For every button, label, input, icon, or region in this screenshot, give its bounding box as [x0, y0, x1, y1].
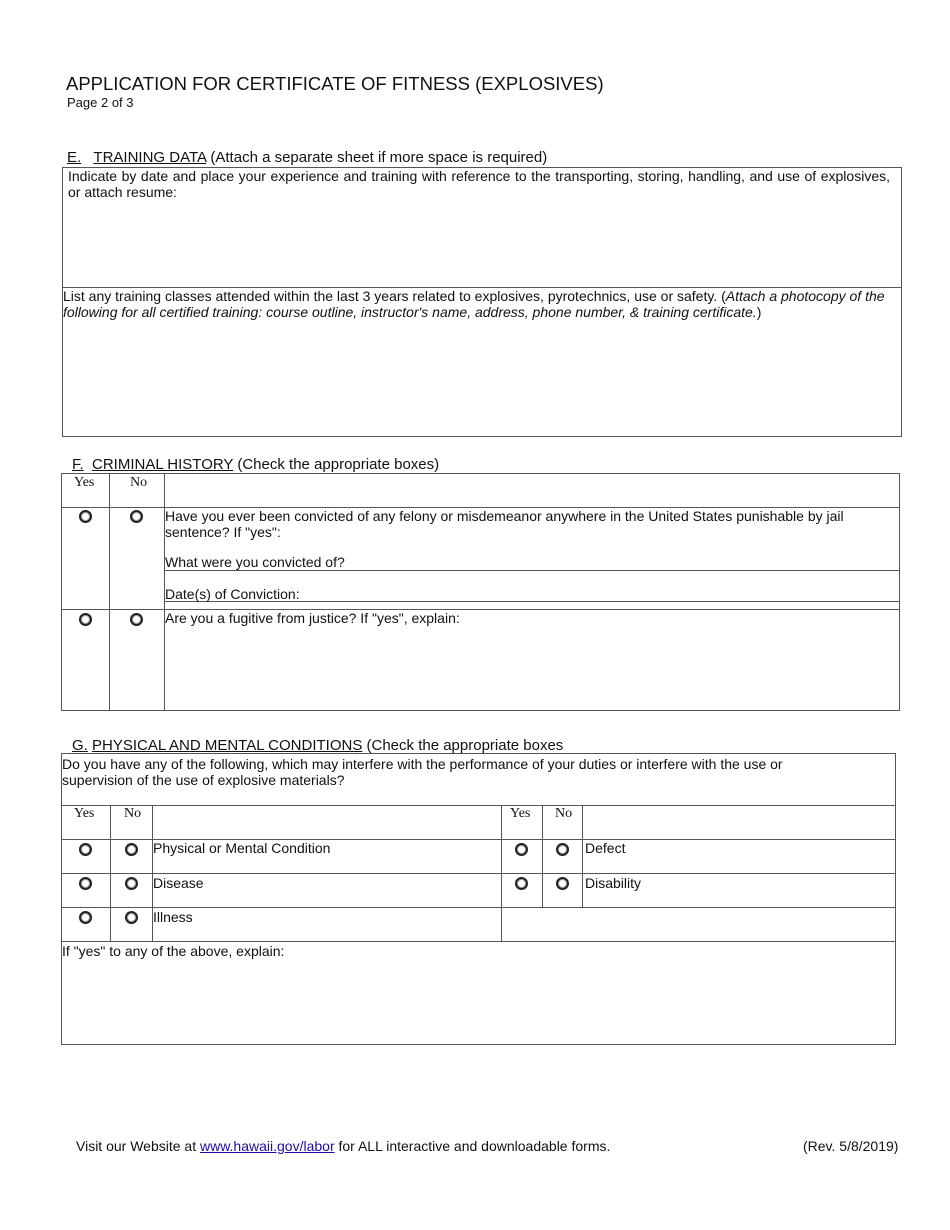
section-e-letter: E. [67, 149, 82, 166]
page-number: Page 2 of 3 [67, 95, 134, 110]
revision-date: (Rev. 5/8/2019) [803, 1138, 899, 1154]
disability-yes-radio[interactable] [515, 877, 528, 890]
illness-yes-radio[interactable] [79, 911, 92, 924]
section-f-note: (Check the appropriate boxes) [237, 456, 440, 473]
condition-label: Physical or Mental Condition [153, 840, 331, 856]
disease-label: Disease [153, 875, 204, 891]
disease-yes-radio[interactable] [79, 877, 92, 890]
illness-label: Illness [153, 909, 193, 925]
section-f-heading [72, 456, 439, 473]
g-right-yes-header: Yes [510, 806, 531, 821]
defect-label: Defect [585, 840, 626, 856]
conviction-dates-label: Date(s) of Conviction: [165, 586, 300, 602]
defect-no-radio[interactable] [556, 843, 569, 856]
conditions-explain-label: If "yes" to any of the above, explain: [62, 943, 285, 959]
g-left-no-header: No [124, 806, 142, 821]
section-f-title: CRIMINAL HISTORY [92, 456, 234, 473]
g-left-yes-header: Yes [74, 806, 95, 821]
conditions-intro: Do you have any of the following, which may interfere with the performance of your duties or interfere with the use or supervision of the use of explosive materials? [62, 756, 783, 788]
section-f-letter: F. [72, 456, 84, 473]
section-g-letter: G. [72, 737, 88, 754]
condition-yes-radio[interactable] [79, 843, 92, 856]
website-link[interactable]: www.hawaii.gov/labor [199, 1138, 335, 1154]
convicted-yes-radio[interactable] [79, 510, 92, 523]
disability-no-radio[interactable] [556, 877, 569, 890]
experience-prompt: Indicate by date and place your experience and training with reference to the transporting, storing, handling, and use of explosives, or attach resume: [68, 168, 890, 200]
disability-label: Disability [585, 875, 642, 891]
fugitive-no-radio[interactable] [130, 613, 143, 626]
fugitive-question: Are you a fugitive from justice? If "yes", explain: [165, 610, 460, 626]
classes-italic-note: Attach a photocopy of the following for all certified training: course outline, instructor's name, address, phone number, & training certificate. [63, 288, 885, 320]
illness-no-radio[interactable] [125, 911, 138, 924]
experience-field[interactable] [66, 200, 898, 284]
convicted-no-radio[interactable] [130, 510, 143, 523]
f-no-header: No [130, 475, 148, 490]
fugitive-explain-field[interactable] [168, 630, 896, 708]
disease-no-radio[interactable] [125, 877, 138, 890]
convicted-question: Have you ever been convicted of any felony or misdemeanor anywhere in the United States punishable by jail sentence? If "yes": [165, 508, 844, 540]
section-e-note: (Attach a separate sheet if more space is required) [210, 149, 548, 166]
section-g-title: PHYSICAL AND MENTAL CONDITIONS [92, 737, 363, 754]
section-g-note: (Check the appropriate boxes [366, 737, 564, 754]
footer-visit-text: Visit our Website at www.hawaii.gov/labor for ALL interactive and downloadable forms. [76, 1138, 611, 1154]
section-e-heading [67, 149, 547, 166]
section-e-title: TRAINING DATA [93, 149, 207, 166]
g-right-no-header: No [555, 806, 573, 821]
conditions-explain-field[interactable] [66, 962, 892, 1042]
classes-field[interactable] [66, 324, 898, 432]
classes-prompt: List any training classes attended within the last 3 years related to explosives, pyrotechnics, use or safety. (Attach a photocopy of the following for all certified training: course outline, instructor's name, address, phone number, & training certificate.) [63, 288, 885, 320]
f-yes-header: Yes [74, 475, 95, 490]
condition-no-radio[interactable] [125, 843, 138, 856]
convicted-of-label: What were you convicted of? [165, 554, 345, 570]
section-g-heading [72, 737, 563, 754]
defect-yes-radio[interactable] [515, 843, 528, 856]
form-title: APPLICATION FOR CERTIFICATE OF FITNESS (EXPLOSIVES) [66, 73, 604, 94]
fugitive-yes-radio[interactable] [79, 613, 92, 626]
